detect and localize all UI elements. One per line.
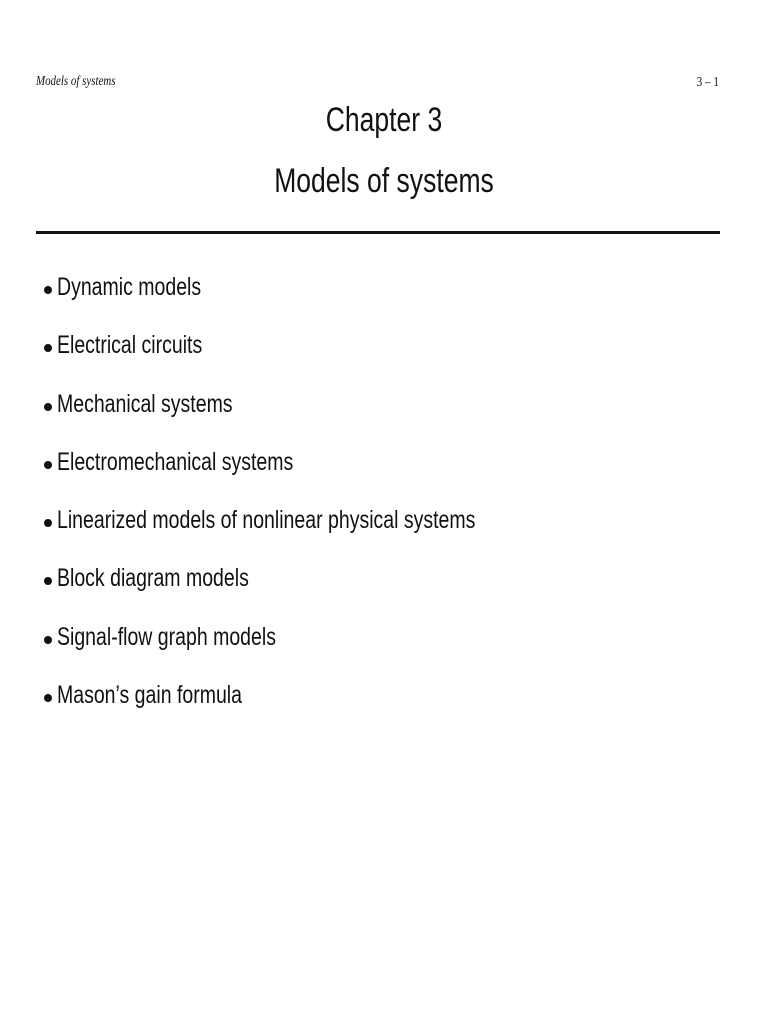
bullet-icon [44, 403, 52, 411]
running-header: Models of systems [36, 74, 116, 89]
topic-label: Mechanical systems [57, 389, 233, 418]
list-item [44, 385, 593, 443]
bullet-icon [44, 344, 52, 352]
list-item [44, 501, 593, 559]
list-item [44, 618, 593, 676]
topic-label: Signal-flow graph models [57, 622, 276, 651]
horizontal-rule [36, 231, 720, 234]
bullet-icon [44, 636, 52, 644]
topic-label: Block diagram models [57, 564, 249, 593]
list-item [44, 676, 593, 734]
list-item [44, 443, 593, 501]
chapter-subtitle: Models of systems [274, 162, 494, 200]
topic-label: Linearized models of nonlinear physical systems [57, 506, 476, 535]
bullet-icon [44, 694, 52, 702]
topic-list [44, 268, 593, 734]
topic-label: Electrical circuits [57, 331, 203, 360]
topic-label: Dynamic models [57, 273, 202, 301]
bullet-icon [44, 577, 52, 585]
topic-label: Electromechanical systems [57, 447, 294, 476]
page-number: 3 – 1 [696, 75, 719, 90]
bullet-icon [44, 461, 52, 469]
title-block [0, 98, 768, 203]
list-item [44, 559, 593, 617]
chapter-title: Chapter 3 [325, 101, 443, 139]
topic-label: Mason’s gain formula [57, 681, 242, 710]
list-item [44, 326, 593, 384]
list-item [44, 268, 593, 326]
bullet-icon [44, 286, 52, 294]
bullet-icon [44, 519, 52, 527]
